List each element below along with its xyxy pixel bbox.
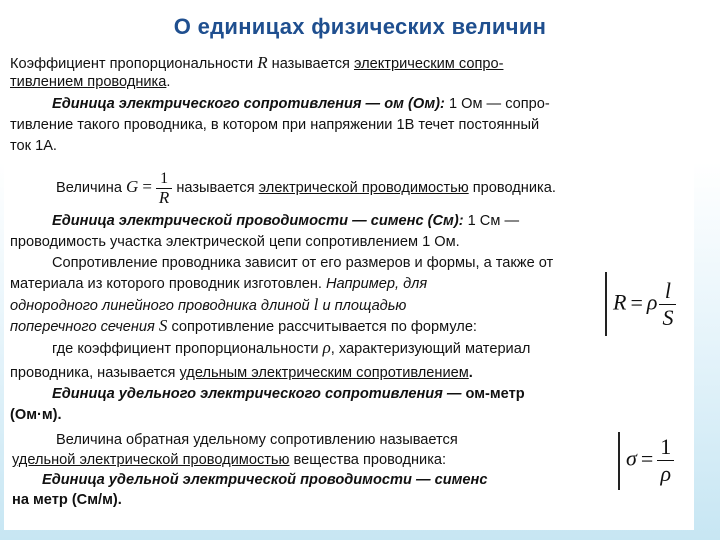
line-5 bbox=[10, 137, 57, 155]
text-span: и площадью bbox=[322, 298, 407, 314]
conductivity-formula-box bbox=[618, 432, 692, 490]
fraction-denominator: ρ bbox=[660, 461, 672, 486]
text-span: Величина bbox=[56, 180, 122, 196]
line-9 bbox=[52, 254, 553, 272]
term-conductance: электрической проводимостью bbox=[258, 180, 469, 196]
symbol-s: S bbox=[158, 316, 168, 335]
unit-siemens-per-meter-definition: Единица удельной электрической проводимости — сименс bbox=[42, 472, 488, 488]
line-17 bbox=[56, 431, 458, 449]
line-4 bbox=[10, 116, 539, 134]
line-7 bbox=[52, 212, 519, 230]
text-span: где коэффициент пропорциональности bbox=[52, 341, 319, 357]
fraction-numerator: 1 bbox=[156, 170, 172, 189]
fraction-denominator: S bbox=[662, 305, 674, 330]
formula-lhs: σ bbox=[626, 445, 637, 471]
term-conductivity: удельной электрической проводимостью bbox=[12, 452, 290, 468]
top-mask bbox=[4, 46, 694, 54]
text-span: материала из которого проводник изготовлен. bbox=[10, 276, 322, 292]
line-19 bbox=[42, 471, 487, 489]
line-18 bbox=[12, 451, 446, 469]
text-span: поперечного сечения bbox=[10, 319, 155, 335]
line-20 bbox=[12, 491, 122, 509]
equals-sign: = bbox=[630, 289, 643, 315]
line-11 bbox=[10, 296, 406, 315]
text-span: Коэффициент пропорциональности bbox=[10, 56, 254, 72]
text-span: . bbox=[166, 74, 171, 90]
equals-sign: = bbox=[142, 177, 152, 196]
term-resistance-cont: тивлением проводника bbox=[10, 74, 167, 90]
line-15 bbox=[52, 385, 525, 403]
text-span: называется bbox=[271, 56, 350, 72]
text-span: сопротивление рассчитывается по формуле: bbox=[171, 319, 477, 335]
resistance-formula-box bbox=[605, 272, 691, 336]
symbol-g: G bbox=[126, 177, 139, 196]
text-span: Сопротивление проводника зависит от его размеров и формы, а также от bbox=[52, 255, 554, 271]
unit-ohm-meter-definition: Единица удельного электрического сопротивления — bbox=[52, 386, 462, 402]
text-span: 1 Ом — сопро- bbox=[448, 96, 550, 112]
fraction-numerator: 1 bbox=[657, 434, 674, 461]
text-span: (Ом·м). bbox=[10, 407, 62, 423]
line-1 bbox=[10, 54, 503, 73]
text-span: проводника. bbox=[472, 180, 556, 196]
unit-siemens-definition: Единица электрической проводимости — сименс (См): bbox=[52, 213, 464, 229]
line-2 bbox=[10, 73, 170, 91]
line-12 bbox=[10, 317, 477, 336]
text-span: . bbox=[468, 365, 473, 381]
formula-rho: ρ bbox=[646, 289, 658, 315]
text-span: вещества проводника: bbox=[293, 452, 447, 468]
text-span: , характеризующий материал bbox=[330, 341, 531, 357]
line-13 bbox=[52, 339, 530, 358]
fraction-1-over-r bbox=[156, 170, 172, 207]
line-10 bbox=[10, 275, 427, 293]
line-6 bbox=[56, 168, 556, 207]
text-span: называется bbox=[176, 180, 255, 196]
resistance-formula bbox=[613, 278, 676, 331]
symbol-r: R bbox=[257, 53, 268, 72]
text-span: на метр (См/м). bbox=[12, 492, 122, 508]
fraction-numerator: l bbox=[659, 278, 676, 305]
slide-title: О единицах физических величин bbox=[173, 14, 547, 39]
text-span: 1 См — bbox=[467, 213, 520, 229]
text-span: Величина обратная удельному сопротивлению называется bbox=[56, 432, 458, 448]
term-resistance: электрическим сопро- bbox=[353, 56, 504, 72]
line-3 bbox=[52, 95, 550, 113]
text-span: проводника, называется bbox=[10, 365, 176, 381]
unit-ohm-meter: ом-метр bbox=[465, 386, 525, 402]
scanned-text-block bbox=[4, 46, 694, 530]
unit-ohm-definition: Единица электрического сопротивления — ом (Ом): bbox=[52, 96, 445, 112]
text-span: проводимость участка электрической цепи сопротивлением 1 Ом. bbox=[10, 234, 460, 250]
text-span: ток 1А. bbox=[10, 138, 57, 154]
conductivity-formula bbox=[626, 434, 674, 487]
symbol-l: l bbox=[313, 295, 319, 314]
line-14 bbox=[10, 364, 473, 382]
symbol-rho: ρ bbox=[322, 338, 331, 357]
formula-fraction bbox=[657, 434, 674, 487]
text-span: тивление такого проводника, в котором при напряжении 1В течет постоянный bbox=[10, 117, 540, 133]
equals-sign: = bbox=[640, 445, 654, 471]
text-span: Например, для bbox=[326, 276, 428, 292]
line-8 bbox=[10, 233, 460, 251]
formula-lhs: R bbox=[613, 289, 627, 315]
formula-fraction bbox=[659, 278, 676, 331]
fraction-denominator: R bbox=[158, 187, 170, 207]
text-span: однородного линейного проводника длиной bbox=[10, 298, 310, 314]
term-resistivity: удельным электрическим сопротивлением bbox=[179, 365, 469, 381]
line-16 bbox=[10, 406, 62, 424]
